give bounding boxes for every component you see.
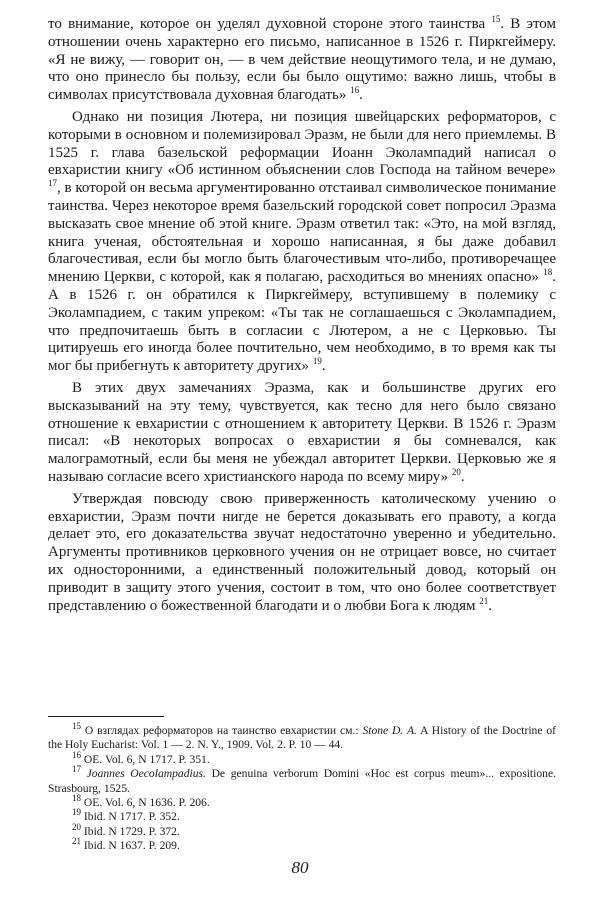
footnote-text: A History of the Doctrine of the Holy Eucharist: Vol. 1 — 2. N. Y., 1909. Vol. 2. P. 10 — 44. xyxy=(48,724,556,752)
footnote-ref[interactable]: 19 xyxy=(312,356,322,367)
footnote-text: О взглядах реформаторов на таинство евхаристии см.: xyxy=(84,724,363,737)
footnote-ref[interactable]: 16 xyxy=(350,85,360,96)
paragraph-text: . В этом отношении очень характерно его письмо, написанное в 1526 г. Пиркгеймеру. «Я не вижу, — говорит он, — в чем действие неощутимого тела, и не думаю, что оно принесло бы пользу, если бы было ощутимо: важно лишь, чтобы в символах присутствовала духовная благодать» xyxy=(48,16,557,104)
footnote-number: 18 xyxy=(72,793,81,804)
paragraph-2 xyxy=(48,109,556,376)
footnote-18 xyxy=(48,793,556,810)
footnote-number: 20 xyxy=(72,821,81,832)
paragraph-text: . xyxy=(488,597,492,614)
footnote-19 xyxy=(48,807,556,824)
footnote-text: Ibid. N 1637. P. 209. xyxy=(83,839,180,853)
footnote-ref[interactable]: 21 xyxy=(479,595,489,606)
footnote-number: 21 xyxy=(72,836,81,847)
footnote-ref[interactable]: 15 xyxy=(491,14,501,24)
paragraph-text: то внимание, которое он уделял духовной стороне этого таинства xyxy=(48,16,486,32)
paragraph-text: Однако ни позиция Лютера, ни позиция швейцарских реформаторов, с которыми в основном и полемизировал Эразм, не были для него приемлемы. В 1525 г. глава базельской реформации Иоанн Эколампадий написал о евхаристии книгу «Об истинном объяснении слов Господа на тайном вечере» xyxy=(48,108,556,179)
footnote-21 xyxy=(48,836,556,853)
footnote-ref[interactable]: 17 xyxy=(48,178,57,189)
paragraph-1 xyxy=(48,16,556,105)
footnote-author: Joannes Oecolampadius. xyxy=(86,767,206,781)
footnote-number: 15 xyxy=(72,721,81,732)
paragraph-text: . А в 1526 г. он обратился к Пиркгеймеру, вступившему в полемику с Эколампадием, с таким упреком: «Ты так не соглашаешься с Эколампадием, что предпочитаешь быть в согласии с Лютером, а не с Церковью. Ты цитируешь его иногда более почтительно, чем необходимо, в то время как ты мог бы прибегнуть к авторитету других» xyxy=(48,269,556,375)
footnote-ref[interactable]: 20 xyxy=(451,466,461,477)
footnote-number: 19 xyxy=(72,807,81,818)
paragraph-text: . xyxy=(359,87,363,104)
footnote-20 xyxy=(48,821,556,839)
footnote-number: 16 xyxy=(72,749,81,760)
paragraph-text: В этих двух замечаниях Эразма, как и большинстве других его высказываний на эту тему, чувствуется, как тесно для него было связано отношение к евхаристии с отношением к авторитету Церкви. В 1526 г. Эразм писал: «В некоторых вопросах о евхаристии я бы сомневался, как малограмотный, если бы меня не убеждал авторитет Церкви. Церковью же я называю согласие всего христианского народа по всему миру» xyxy=(48,379,556,485)
footnote-text: Ibid. N 1717. P. 352. xyxy=(83,810,180,824)
paragraph-3 xyxy=(48,380,556,487)
paragraph-text: . xyxy=(460,468,465,485)
footnote-divider xyxy=(48,716,164,717)
paragraph-text: . xyxy=(321,358,326,375)
footnote-16 xyxy=(48,749,556,767)
footnote-text: Ibid. N 1729. P. 372. xyxy=(83,824,180,838)
paragraph-4 xyxy=(48,491,556,616)
footnote-15 xyxy=(48,721,556,753)
footnote-author: Stone D. A. xyxy=(362,724,417,737)
footnote-text: OE. Vol. 6, N 1717. P. 351. xyxy=(83,752,210,766)
paragraph-text: Утверждая повсюду свою приверженность католическому учению о евхаристии, Эразм почти нигде не берется доказывать его правоту, а когда делает это, его доказательства звучат недостаточно уверенно и убедительно. Аргументы противников церковного учения он не отрицает вовсе, но считает их односторонними, а единственный положительный довод, который он приводит в защиту этого учения, состоит в том, что оно более соответствует представлению о божественной благодати и о любви Бога к людям xyxy=(48,490,556,614)
main-text xyxy=(48,16,556,615)
footnote-text: OE. Vol. 6, N 1636. P. 206. xyxy=(83,796,210,810)
footnote-17 xyxy=(48,764,557,796)
page-number: 80 xyxy=(291,858,309,877)
footnote-ref[interactable]: 18 xyxy=(543,267,553,278)
footnotes xyxy=(48,721,557,854)
footnote-number: 17 xyxy=(72,764,81,775)
footnote-text: De genuina verborum Domini «Hoc est corpus meum»... expositione. Strasbourg, 1525. xyxy=(48,767,557,795)
paragraph-text: , в которой он весьма аргументированно отстаивал символическое понимание таинства. Через некоторое время базельский городской совет попросил Эразма высказать свое мнение об этой книге. Эразм ответил так: «Это, на мой взгляд, книга ученая, обстоятельная и хорошо написанная, я бы даже добавил благочестивая, если бы могло быть благочестивым что-либо, противоречащее мнению Церкви, с которой, как я полагаю, расходиться во мнениях опасно» xyxy=(48,180,556,286)
